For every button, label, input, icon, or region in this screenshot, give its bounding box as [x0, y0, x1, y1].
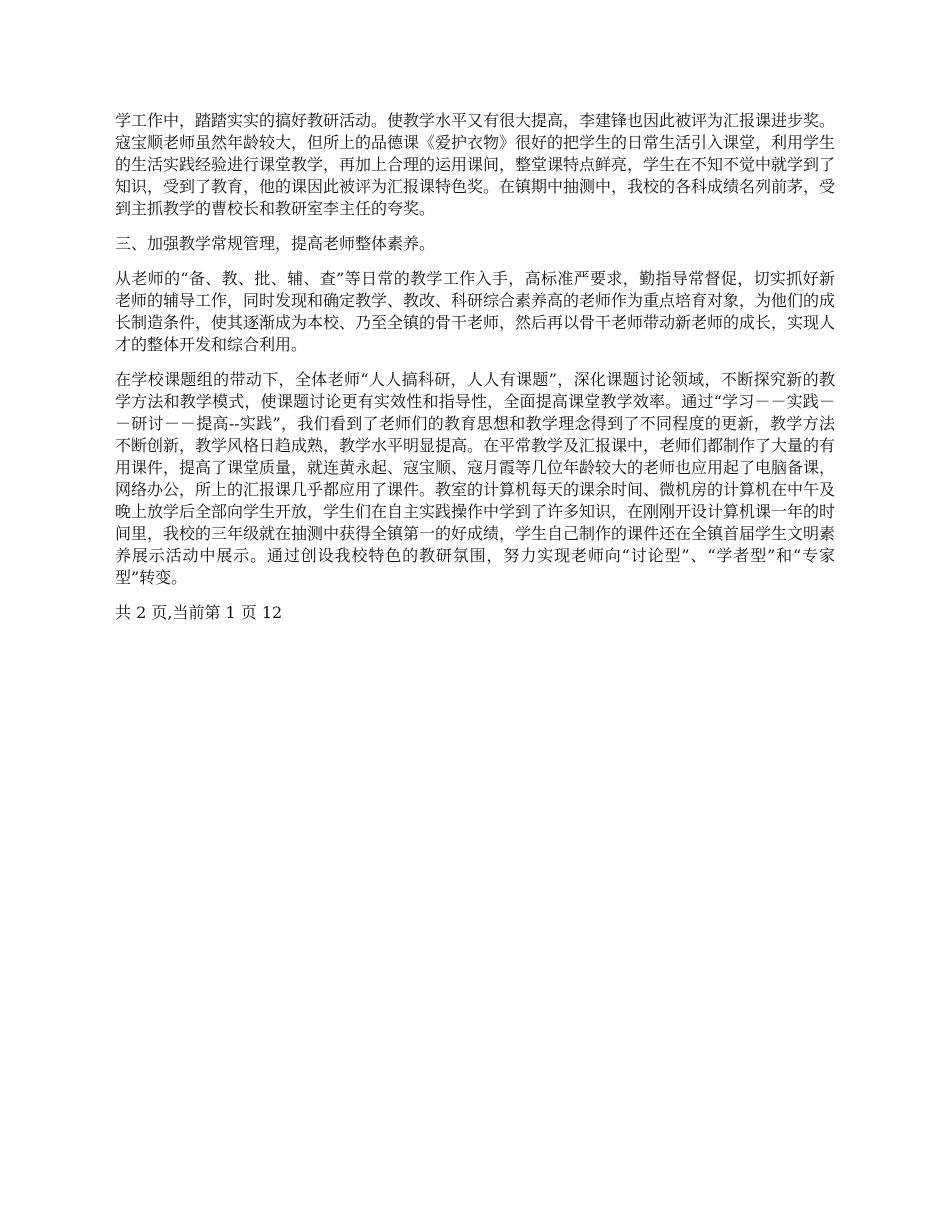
body-paragraph-2: 从老师的“备、教、批、辅、查”等日常的教学工作入手，高标准严要求，勤指导常督促，切实抓好新老师的辅导工作，同时发现和确定教学、教改、科研综合素养高的老师作为重点培育对象，为他们的成长制造条件，使其逐渐成为本校、乃至全镇的骨干老师，然后再以骨干老师带动新老师的成长，实现人才的整体开发和综合利用。 — [115, 269, 836, 354]
body-paragraph-1: 学工作中，踏踏实实的搞好教研活动。使教学水平又有很大提高，李建锋也因此被评为汇报课进步奖。寇宝顺老师虽然年龄较大，但所上的品德课《爱护衣物》很好的把学生的日常生活引入课堂，利用学生的生活实践经验进行课堂教学，再加上合理的运用课间，整堂课特点鲜亮，学生在不知不觉中就学到了知识，受到了教育，他的课因此被评为汇报课特色奖。在镇期中抽测中，我校的各科成绩名列前茅，受到主抓教学的曹校长和教研室李主任的夸奖。 — [115, 111, 836, 218]
body-paragraph-3: 在学校课题组的带动下，全体老师“人人搞科研，人人有课题”，深化课题讨论领域，不断探究新的教学方法和教学模式，使课题讨论更有实效性和指导性，全面提高课堂教学效率。通过“学习－－实践－－研讨－－提高--实践”，我们看到了老师们的教育思想和教学理念得到了不同程度的更新，教学方法不断创新，教学风格日趋成熟，教学水平明显提高。在平常教学及汇报课中，老师们都制作了大量的有用课件，提高了课堂质量，就连黄永起、寇宝顺、寇月霞等几位年龄较大的老师也应用起了电脑备课，网络办公，所上的汇报课几乎都应用了课件。教室的计算机每天的课余时间、微机房的计算机在中午及晚上放学后全部向学生开放，学生们在自主实践操作中学到了许多知识，在刚刚开设计算机课一年的时间里，我校的三年级就在抽测中获得全镇第一的好成绩，学生自己制作的课件还在全镇首届学生文明素养展示活动中展示。通过创设我校特色的教研氛围，努力实现老师向“讨论型”、“学者型”和“专家型”转变。 — [115, 370, 836, 587]
page-footer: 共 2 页,当前第 1 页 12 — [115, 603, 283, 622]
document-page — [115, 110, 835, 624]
section-heading: 三、加强教学常规管理，提高老师整体素养。 — [115, 234, 436, 253]
